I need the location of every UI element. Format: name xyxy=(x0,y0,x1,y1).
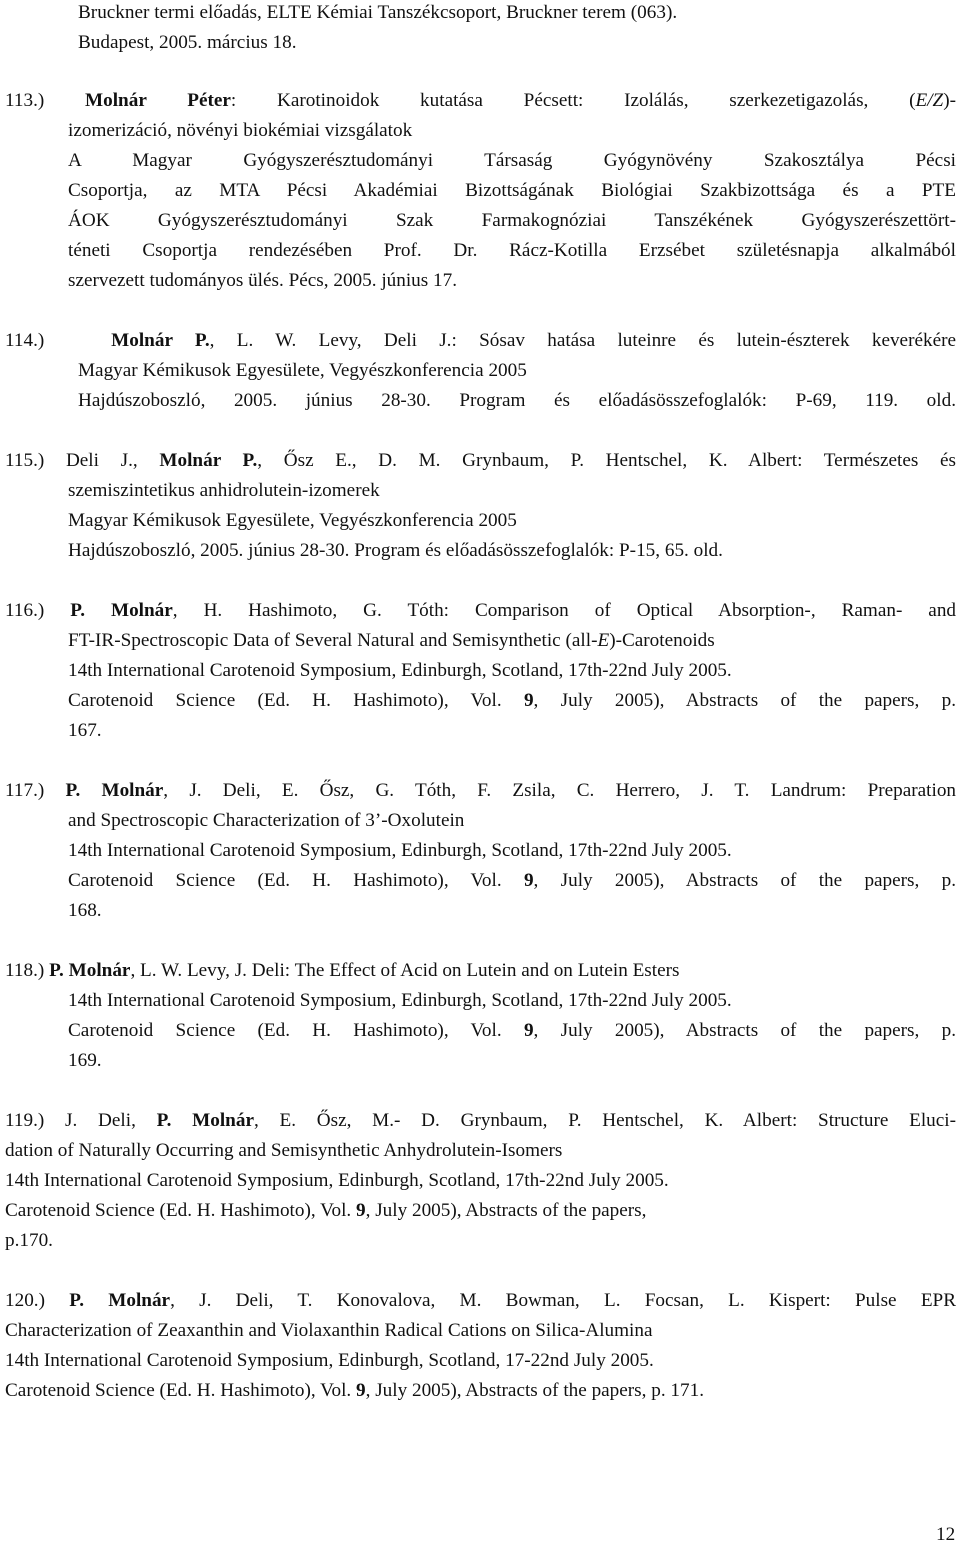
entry-line: szervezett tudományos ülés. Pécs, 2005. június 17. xyxy=(68,270,458,291)
entry-line: 169. xyxy=(68,1050,102,1071)
entry-text: Carotenoid Science (Ed. H. Hashimoto), Vol. xyxy=(68,1020,524,1041)
reference-entry-113 xyxy=(5,86,956,116)
entry-line: izomerizáció, növényi biokémiai vizsgálatok xyxy=(68,120,413,141)
entry-number: 116.) xyxy=(5,600,45,621)
page-number: 12 xyxy=(936,1524,956,1545)
entry-line xyxy=(5,1196,956,1226)
entry-text: , J. Deli, E. Ősz, G. Tóth, F. Zsila, C. Herrero, J. T. Landrum: Preparation xyxy=(163,780,957,801)
entry-line xyxy=(68,1016,956,1046)
author-name: P. Molnár xyxy=(156,1110,254,1131)
entry-line: Characterization of Zeaxanthin and Violaxanthin Radical Cations on Silica-Alumina xyxy=(5,1320,653,1341)
author-name: Molnár P. xyxy=(159,450,258,471)
entry-text: Carotenoid Science (Ed. H. Hashimoto), Vol. xyxy=(5,1380,357,1401)
author-name: Molnár Péter xyxy=(85,90,231,111)
entry-line: Hajdúszoboszló, 2005. június 28-30. Program és előadásösszefoglalók: P-69, 119. old. xyxy=(78,390,956,411)
entry-text: , July 2005), Abstracts of the papers, p. xyxy=(533,1020,956,1041)
entry-line: 14th International Carotenoid Symposium, Edinburgh, Scotland, 17th-22nd July 2005. xyxy=(68,840,732,861)
entry-line: 168. xyxy=(68,900,102,921)
entry-text: FT-IR-Spectroscopic Data of Several Natural and Semisynthetic (all- xyxy=(68,630,598,651)
volume-number: 9 xyxy=(523,1020,534,1041)
entry-text: Carotenoid Science (Ed. H. Hashimoto), Vol. xyxy=(68,870,524,891)
author-name: P. Molnár xyxy=(70,600,173,621)
entry-text: , July 2005), Abstracts of the papers, p. 171. xyxy=(365,1380,705,1401)
entry-number: 114.) xyxy=(5,330,45,351)
entry-line xyxy=(5,1376,956,1406)
author-name: P. Molnár xyxy=(49,960,131,981)
entry-line: 14th International Carotenoid Symposium, Edinburgh, Scotland, 17th-22nd July 2005. xyxy=(5,1170,669,1191)
volume-number: 9 xyxy=(523,870,534,891)
author-name: P. Molnár xyxy=(69,1290,171,1311)
entry-text: Carotenoid Science (Ed. H. Hashimoto), Vol. xyxy=(5,1200,357,1221)
carryover-line: Budapest, 2005. március 18. xyxy=(78,32,297,53)
entry-line: Magyar Kémikusok Egyesülete, Vegyészkonferencia 2005 xyxy=(78,360,527,381)
entry-text: , L. W. Levy, J. Deli: The Effect of Acid on Lutein and on Lutein Esters xyxy=(130,960,680,981)
volume-number: 9 xyxy=(356,1380,366,1401)
reference-entry-118 xyxy=(5,956,956,986)
entry-line: Csoportja, az MTA Pécsi Akadémiai Bizottságának Biológiai Szakbizottsága és a PTE xyxy=(68,180,956,201)
entry-line xyxy=(68,866,956,896)
entry-line: A Magyar Gyógyszerésztudományi Társaság Gyógynövény Szakosztálya Pécsi xyxy=(68,150,956,171)
entry-text: , J. Deli, T. Konovalova, M. Bowman, L. Focsan, L. Kispert: Pulse EPR xyxy=(170,1290,957,1311)
entry-number: 120.) xyxy=(5,1290,45,1311)
entry-line: szemiszintetikus anhidrolutein-izomerek xyxy=(68,480,380,501)
entry-text: )- xyxy=(943,90,956,111)
entry-number: 115.) xyxy=(5,450,45,471)
author-name: P. Molnár xyxy=(65,780,164,801)
entry-text: Carotenoid Science (Ed. H. Hashimoto), Vol. xyxy=(68,690,524,711)
entry-line: Magyar Kémikusok Egyesülete, Vegyészkonferencia 2005 xyxy=(68,510,517,531)
entry-text: : Karotinoidok kutatása Pécsett: Izolálás, szerkezetigazolás, ( xyxy=(230,90,916,111)
author-name: Molnár P. xyxy=(111,330,210,351)
entry-number: 119.) xyxy=(5,1110,45,1131)
entry-line: ÁOK Gyógyszerésztudományi Szak Farmakognóziai Tanszékének Gyógyszerészettört- xyxy=(68,210,956,231)
entry-text: E xyxy=(597,630,610,651)
entry-text: , E. Ősz, M.- D. Grynbaum, P. Hentschel, K. Albert: Structure Eluci- xyxy=(253,1110,956,1131)
entry-number: 118.) xyxy=(5,960,45,981)
entry-line: Hajdúszoboszló, 2005. június 28-30. Program és előadásösszefoglalók: P-15, 65. old. xyxy=(68,540,723,561)
entry-line xyxy=(68,626,956,656)
reference-entry-115 xyxy=(5,446,956,476)
entry-text: : Sósav hatása luteinre és lutein-észterek keverékére xyxy=(451,330,956,351)
entry-line: and Spectroscopic Characterization of 3’-Oxolutein xyxy=(68,810,465,831)
entry-line: téneti Csoportja rendezésében Prof. Dr. Rácz-Kotilla Erzsébet születésnapja alkalmából xyxy=(68,240,956,261)
entry-line: 167. xyxy=(68,720,102,741)
entry-line: dation of Naturally Occurring and Semisynthetic Anhydrolutein-Isomers xyxy=(5,1140,563,1161)
reference-entry-119 xyxy=(5,1106,956,1136)
entry-text: J. Deli, xyxy=(65,1110,157,1131)
entry-line: 14th International Carotenoid Symposium, Edinburgh, Scotland, 17-22nd July 2005. xyxy=(5,1350,654,1371)
entry-text: , L. W. Levy, Deli J. xyxy=(209,330,452,351)
entry-text: , July 2005), Abstracts of the papers, p. xyxy=(533,690,956,711)
entry-line: p.170. xyxy=(5,1230,53,1251)
reference-entry-116 xyxy=(5,596,956,626)
entry-text: E/Z xyxy=(915,90,944,111)
entry-text: )-Carotenoids xyxy=(609,630,715,651)
reference-entry-120 xyxy=(5,1286,956,1316)
entry-text: Deli J., xyxy=(65,450,160,471)
entry-line: 14th International Carotenoid Symposium, Edinburgh, Scotland, 17th-22nd July 2005. xyxy=(68,990,732,1011)
reference-entry-117 xyxy=(5,776,956,806)
entry-number: 113.) xyxy=(5,90,45,111)
entry-number: 117.) xyxy=(5,780,45,801)
entry-text: , July 2005), Abstracts of the papers, xyxy=(365,1200,647,1221)
volume-number: 9 xyxy=(356,1200,366,1221)
entry-text: , H. Hashimoto, G. Tóth: Comparison of Optical Absorption-, Raman- and xyxy=(172,600,957,621)
carryover-line: Bruckner termi előadás, ELTE Kémiai Tanszékcsoport, Bruckner terem (063). xyxy=(78,2,678,23)
entry-text: , July 2005), Abstracts of the papers, p. xyxy=(533,870,956,891)
entry-line xyxy=(68,686,956,716)
entry-line: 14th International Carotenoid Symposium, Edinburgh, Scotland, 17th-22nd July 2005. xyxy=(68,660,732,681)
volume-number: 9 xyxy=(523,690,534,711)
entry-text: , Ősz E., D. M. Grynbaum, P. Hentschel, K. Albert: Természetes és xyxy=(257,450,956,471)
reference-entry-114 xyxy=(5,326,956,356)
